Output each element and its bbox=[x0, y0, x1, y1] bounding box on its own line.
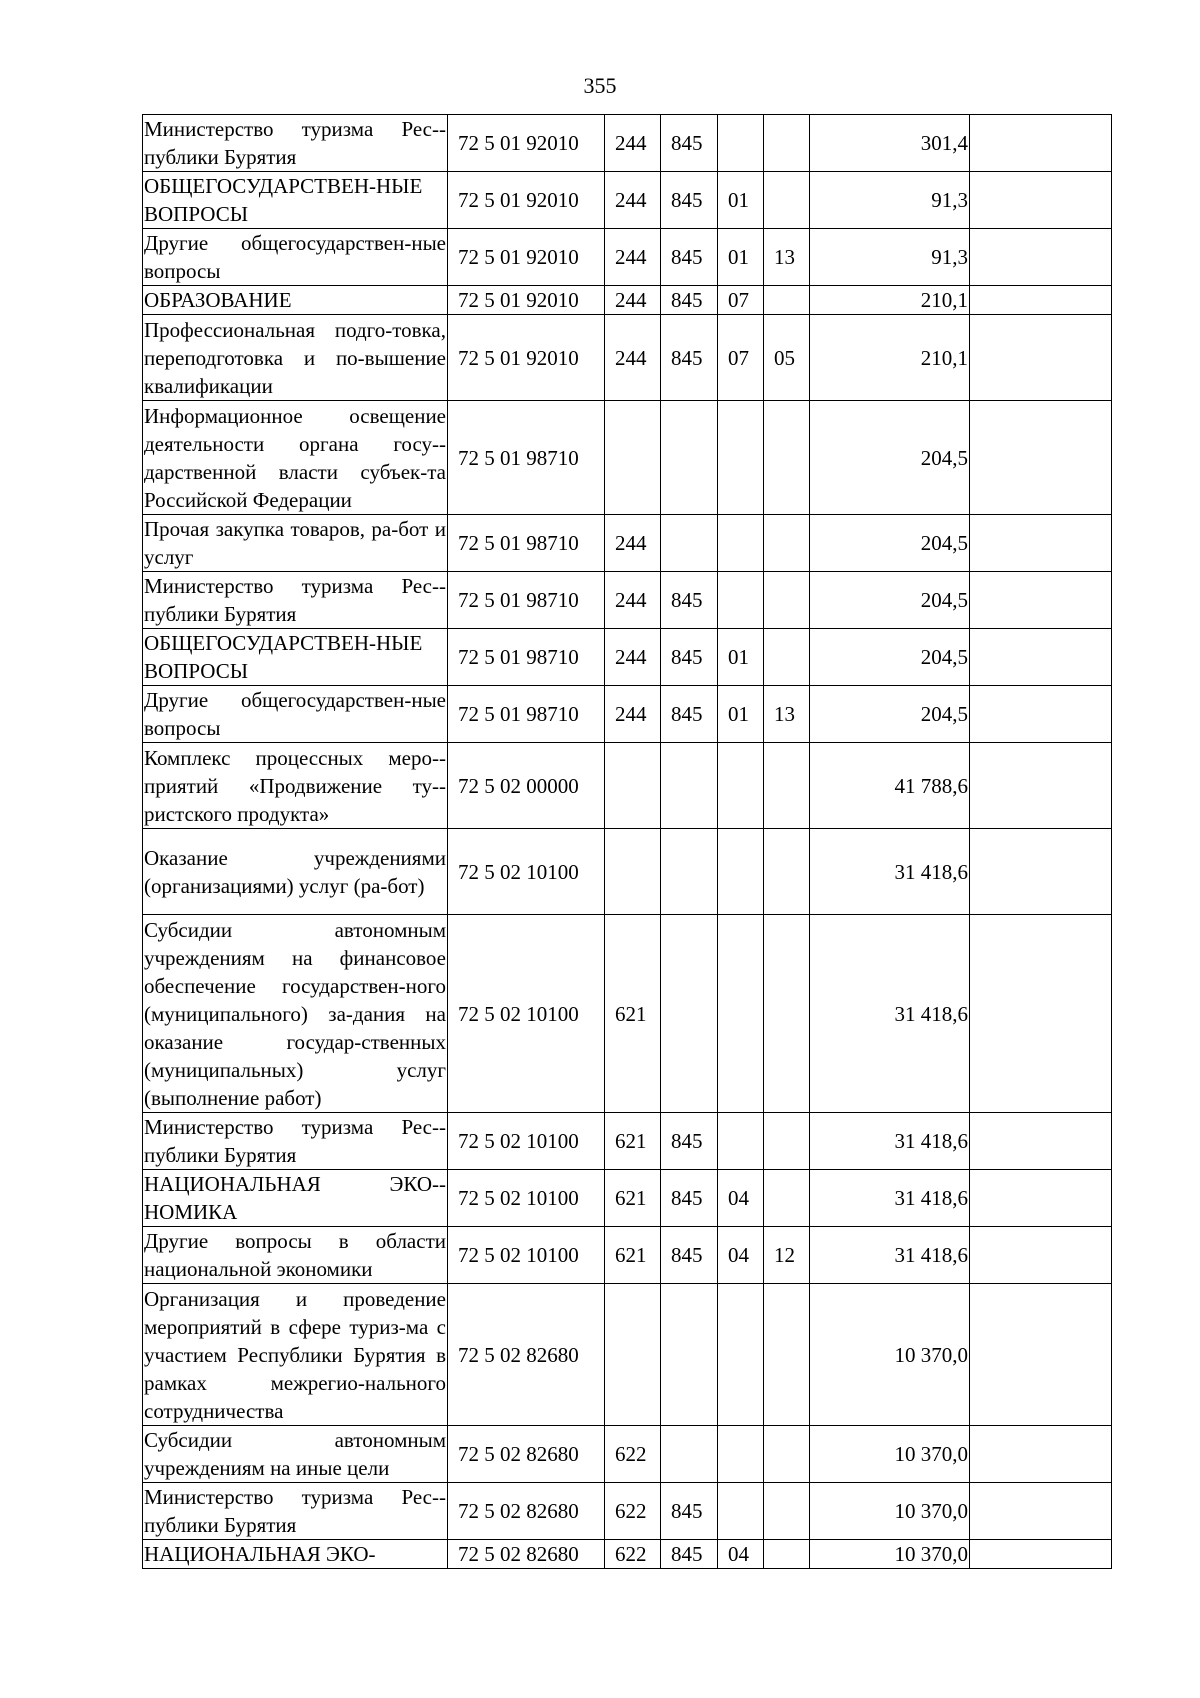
cell-administrator bbox=[661, 829, 718, 915]
table-row bbox=[143, 172, 1112, 229]
cell-empty bbox=[970, 401, 1112, 515]
cell-administrator: 845 bbox=[661, 1227, 718, 1284]
cell-empty bbox=[970, 1227, 1112, 1284]
cell-target-article: 72 5 01 92010 bbox=[448, 115, 605, 172]
table-row bbox=[143, 315, 1112, 401]
cell-name: ОБЩЕГОСУДАРСТВЕН-НЫЕ ВОПРОСЫ bbox=[143, 172, 448, 229]
cell-target-article: 72 5 02 82680 bbox=[448, 1284, 605, 1426]
cell-amount: 31 418,6 bbox=[810, 915, 970, 1113]
cell-name: Субсидии автономным учреждениям на финансовое обеспечение государствен-ного (муниципального) за-дания на оказание государ-ственных (муниципальных) услуг (выполнение работ) bbox=[143, 915, 448, 1113]
cell-administrator: 845 bbox=[661, 1483, 718, 1540]
cell-expense-type: 621 bbox=[605, 1113, 661, 1170]
table-row bbox=[143, 743, 1112, 829]
cell-amount: 31 418,6 bbox=[810, 829, 970, 915]
cell-administrator: 845 bbox=[661, 229, 718, 286]
cell-empty bbox=[970, 1170, 1112, 1227]
cell-amount: 210,1 bbox=[810, 286, 970, 315]
cell-section bbox=[718, 829, 764, 915]
cell-expense-type: 244 bbox=[605, 629, 661, 686]
cell-name: Министерство туризма Рес-публики Бурятия bbox=[143, 115, 448, 172]
cell-subsection bbox=[764, 1170, 810, 1227]
cell-expense-type: 244 bbox=[605, 572, 661, 629]
page-number: 355 bbox=[583, 73, 617, 98]
cell-name: Субсидии автономным учреждениям на иные цели bbox=[143, 1426, 448, 1483]
table-row bbox=[143, 515, 1112, 572]
cell-name: Министерство туризма Рес-публики Бурятия bbox=[143, 1483, 448, 1540]
cell-amount: 31 418,6 bbox=[810, 1227, 970, 1284]
cell-section bbox=[718, 572, 764, 629]
cell-empty bbox=[970, 1113, 1112, 1170]
cell-amount: 41 788,6 bbox=[810, 743, 970, 829]
cell-section bbox=[718, 1483, 764, 1540]
cell-name: Другие общегосударствен-ные вопросы bbox=[143, 229, 448, 286]
cell-target-article: 72 5 02 10100 bbox=[448, 829, 605, 915]
table-row bbox=[143, 229, 1112, 286]
cell-administrator bbox=[661, 915, 718, 1113]
cell-empty bbox=[970, 915, 1112, 1113]
cell-target-article: 72 5 01 98710 bbox=[448, 629, 605, 686]
cell-administrator: 845 bbox=[661, 286, 718, 315]
cell-amount: 10 370,0 bbox=[810, 1426, 970, 1483]
cell-empty bbox=[970, 229, 1112, 286]
cell-expense-type: 621 bbox=[605, 915, 661, 1113]
cell-amount: 204,5 bbox=[810, 401, 970, 515]
cell-target-article: 72 5 01 92010 bbox=[448, 315, 605, 401]
cell-name: Профессиональная подго-товка, переподготовка и по-вышение квалификации bbox=[143, 315, 448, 401]
cell-section: 07 bbox=[718, 286, 764, 315]
cell-target-article: 72 5 01 98710 bbox=[448, 401, 605, 515]
cell-amount: 31 418,6 bbox=[810, 1170, 970, 1227]
cell-section: 07 bbox=[718, 315, 764, 401]
cell-section bbox=[718, 401, 764, 515]
cell-administrator: 845 bbox=[661, 1540, 718, 1569]
cell-name: Комплекс процессных меро-приятий «Продвижение ту-ристского продукта» bbox=[143, 743, 448, 829]
cell-amount: 204,5 bbox=[810, 686, 970, 743]
cell-name: Министерство туризма Рес-публики Бурятия bbox=[143, 572, 448, 629]
cell-amount: 10 370,0 bbox=[810, 1483, 970, 1540]
cell-expense-type bbox=[605, 829, 661, 915]
cell-expense-type: 622 bbox=[605, 1426, 661, 1483]
cell-amount: 204,5 bbox=[810, 515, 970, 572]
cell-name: Другие общегосударствен-ные вопросы bbox=[143, 686, 448, 743]
table-row bbox=[143, 115, 1112, 172]
cell-amount: 91,3 bbox=[810, 229, 970, 286]
cell-empty bbox=[970, 1483, 1112, 1540]
cell-target-article: 72 5 02 10100 bbox=[448, 1113, 605, 1170]
cell-subsection: 05 bbox=[764, 315, 810, 401]
cell-subsection bbox=[764, 829, 810, 915]
cell-expense-type: 621 bbox=[605, 1170, 661, 1227]
cell-expense-type: 622 bbox=[605, 1483, 661, 1540]
cell-administrator bbox=[661, 515, 718, 572]
cell-empty bbox=[970, 115, 1112, 172]
cell-name: НАЦИОНАЛЬНАЯ ЭКО-НОМИКА bbox=[143, 1170, 448, 1227]
cell-target-article: 72 5 02 10100 bbox=[448, 1227, 605, 1284]
cell-expense-type: 244 bbox=[605, 172, 661, 229]
cell-subsection bbox=[764, 515, 810, 572]
cell-amount: 91,3 bbox=[810, 172, 970, 229]
cell-empty bbox=[970, 515, 1112, 572]
cell-amount: 10 370,0 bbox=[810, 1540, 970, 1569]
cell-subsection bbox=[764, 401, 810, 515]
table-row bbox=[143, 286, 1112, 315]
table-row bbox=[143, 1284, 1112, 1426]
cell-empty bbox=[970, 686, 1112, 743]
cell-expense-type: 244 bbox=[605, 686, 661, 743]
cell-subsection bbox=[764, 1113, 810, 1170]
table-row bbox=[143, 915, 1112, 1113]
cell-expense-type: 244 bbox=[605, 315, 661, 401]
cell-expense-type: 244 bbox=[605, 515, 661, 572]
cell-name: Оказание учреждениями (организациями) услуг (ра-бот) bbox=[143, 829, 448, 915]
table-row bbox=[143, 1227, 1112, 1284]
cell-target-article: 72 5 01 98710 bbox=[448, 515, 605, 572]
cell-name: ОБЩЕГОСУДАРСТВЕН-НЫЕ ВОПРОСЫ bbox=[143, 629, 448, 686]
cell-target-article: 72 5 01 92010 bbox=[448, 172, 605, 229]
cell-subsection bbox=[764, 743, 810, 829]
cell-empty bbox=[970, 315, 1112, 401]
cell-expense-type bbox=[605, 401, 661, 515]
cell-administrator bbox=[661, 1426, 718, 1483]
cell-section: 04 bbox=[718, 1170, 764, 1227]
cell-section: 04 bbox=[718, 1540, 764, 1569]
cell-name: Информационное освещение деятельности органа госу-дарственной власти субъек-та Российской Федерации bbox=[143, 401, 448, 515]
table-row bbox=[143, 401, 1112, 515]
cell-administrator: 845 bbox=[661, 172, 718, 229]
cell-expense-type: 244 bbox=[605, 115, 661, 172]
cell-administrator bbox=[661, 1284, 718, 1426]
cell-target-article: 72 5 01 92010 bbox=[448, 286, 605, 315]
cell-administrator: 845 bbox=[661, 686, 718, 743]
table-row bbox=[143, 572, 1112, 629]
cell-subsection: 13 bbox=[764, 229, 810, 286]
cell-empty bbox=[970, 1540, 1112, 1569]
cell-section bbox=[718, 743, 764, 829]
table-row bbox=[143, 1170, 1112, 1227]
cell-name: Министерство туризма Рес-публики Бурятия bbox=[143, 1113, 448, 1170]
cell-expense-type: 244 bbox=[605, 229, 661, 286]
cell-target-article: 72 5 02 82680 bbox=[448, 1426, 605, 1483]
cell-administrator: 845 bbox=[661, 572, 718, 629]
cell-administrator bbox=[661, 401, 718, 515]
cell-subsection bbox=[764, 172, 810, 229]
cell-section: 01 bbox=[718, 172, 764, 229]
table-row bbox=[143, 1113, 1112, 1170]
cell-target-article: 72 5 01 98710 bbox=[448, 686, 605, 743]
cell-section bbox=[718, 115, 764, 172]
cell-amount: 204,5 bbox=[810, 572, 970, 629]
cell-amount: 31 418,6 bbox=[810, 1113, 970, 1170]
table-row bbox=[143, 686, 1112, 743]
cell-amount: 210,1 bbox=[810, 315, 970, 401]
table-body bbox=[143, 115, 1112, 1569]
cell-subsection bbox=[764, 115, 810, 172]
cell-subsection bbox=[764, 1284, 810, 1426]
cell-empty bbox=[970, 1426, 1112, 1483]
cell-empty bbox=[970, 629, 1112, 686]
cell-expense-type bbox=[605, 743, 661, 829]
cell-empty bbox=[970, 572, 1112, 629]
cell-amount: 10 370,0 bbox=[810, 1284, 970, 1426]
budget-table bbox=[142, 114, 1112, 1569]
cell-name: Организация и проведение мероприятий в сфере туриз-ма с участием Республики Бурятия в рамках межрегио-нального сотрудничества bbox=[143, 1284, 448, 1426]
cell-target-article: 72 5 02 10100 bbox=[448, 1170, 605, 1227]
cell-section: 04 bbox=[718, 1227, 764, 1284]
cell-subsection bbox=[764, 572, 810, 629]
cell-empty bbox=[970, 1284, 1112, 1426]
cell-target-article: 72 5 02 82680 bbox=[448, 1483, 605, 1540]
cell-section: 01 bbox=[718, 629, 764, 686]
cell-target-article: 72 5 01 92010 bbox=[448, 229, 605, 286]
cell-administrator: 845 bbox=[661, 629, 718, 686]
cell-expense-type: 244 bbox=[605, 286, 661, 315]
cell-expense-type: 621 bbox=[605, 1227, 661, 1284]
cell-amount: 204,5 bbox=[810, 629, 970, 686]
cell-subsection bbox=[764, 1426, 810, 1483]
cell-section bbox=[718, 1113, 764, 1170]
cell-target-article: 72 5 02 10100 bbox=[448, 915, 605, 1113]
cell-section bbox=[718, 515, 764, 572]
cell-section bbox=[718, 915, 764, 1113]
cell-subsection: 12 bbox=[764, 1227, 810, 1284]
cell-target-article: 72 5 02 82680 bbox=[448, 1540, 605, 1569]
cell-expense-type bbox=[605, 1284, 661, 1426]
cell-amount: 301,4 bbox=[810, 115, 970, 172]
cell-section: 01 bbox=[718, 686, 764, 743]
cell-empty bbox=[970, 743, 1112, 829]
cell-name: НАЦИОНАЛЬНАЯ ЭКО- bbox=[143, 1540, 448, 1569]
cell-empty bbox=[970, 286, 1112, 315]
cell-empty bbox=[970, 829, 1112, 915]
cell-name: ОБРАЗОВАНИЕ bbox=[143, 286, 448, 315]
cell-subsection bbox=[764, 629, 810, 686]
cell-name: Прочая закупка товаров, ра-бот и услуг bbox=[143, 515, 448, 572]
cell-subsection bbox=[764, 1540, 810, 1569]
table-row bbox=[143, 1540, 1112, 1569]
cell-subsection bbox=[764, 1483, 810, 1540]
cell-target-article: 72 5 02 00000 bbox=[448, 743, 605, 829]
cell-administrator: 845 bbox=[661, 1113, 718, 1170]
table-row bbox=[143, 1426, 1112, 1483]
cell-target-article: 72 5 01 98710 bbox=[448, 572, 605, 629]
cell-administrator: 845 bbox=[661, 115, 718, 172]
cell-administrator bbox=[661, 743, 718, 829]
cell-subsection: 13 bbox=[764, 686, 810, 743]
cell-subsection bbox=[764, 915, 810, 1113]
cell-section: 01 bbox=[718, 229, 764, 286]
cell-empty bbox=[970, 172, 1112, 229]
table-row bbox=[143, 829, 1112, 915]
cell-administrator: 845 bbox=[661, 1170, 718, 1227]
cell-subsection bbox=[764, 286, 810, 315]
table-row bbox=[143, 629, 1112, 686]
cell-name: Другие вопросы в области национальной экономики bbox=[143, 1227, 448, 1284]
cell-expense-type: 622 bbox=[605, 1540, 661, 1569]
cell-section bbox=[718, 1426, 764, 1483]
cell-section bbox=[718, 1284, 764, 1426]
table-row bbox=[143, 1483, 1112, 1540]
cell-administrator: 845 bbox=[661, 315, 718, 401]
